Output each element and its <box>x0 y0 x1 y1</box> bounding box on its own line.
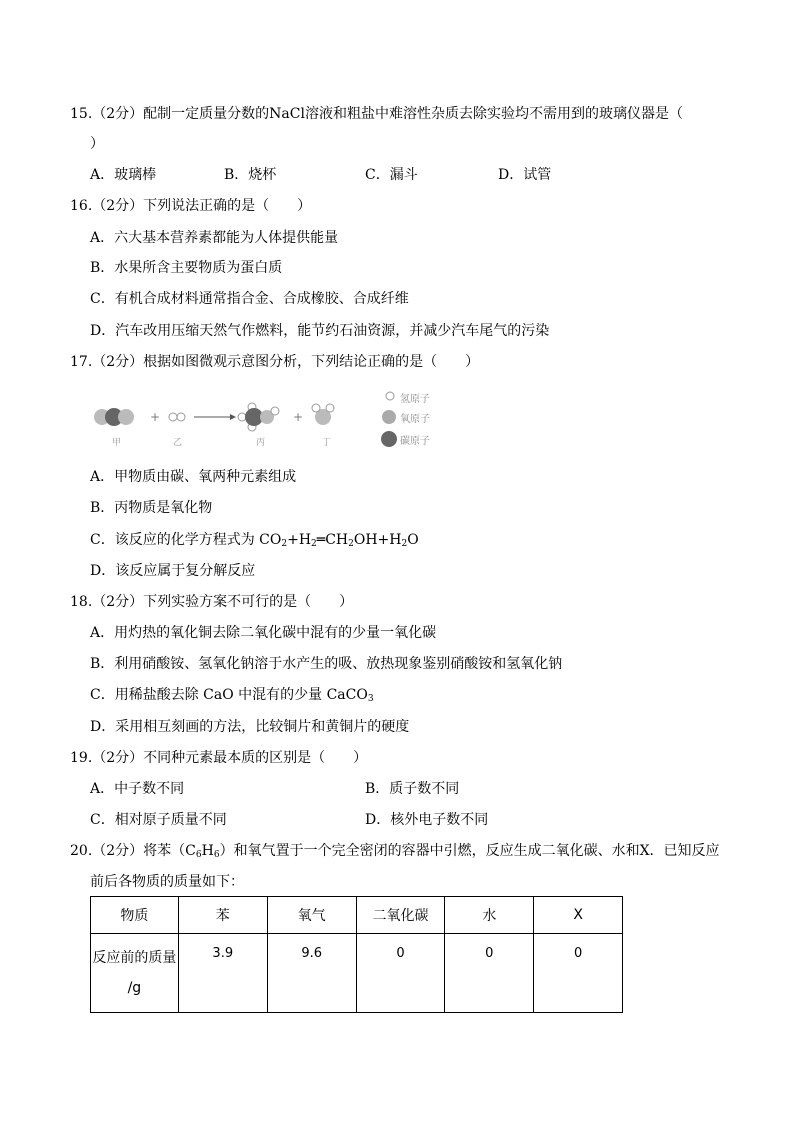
table-row-label: 反应前的质量 /g <box>91 934 179 1013</box>
atom-hydrogen <box>177 413 185 421</box>
table-cell: 0 <box>356 934 445 1013</box>
question-17-stem: 17.（2分）根据如图微观示意图分析，下列结论正确的是（ ） <box>70 354 480 370</box>
question-16-option-a: A．六大基本营养素都能为人体提供能量 <box>90 230 339 246</box>
table-row <box>91 934 623 1013</box>
table-header-cell: 物质 <box>91 897 179 934</box>
legend-carbon-label: 碳原子 <box>400 436 430 447</box>
label-yi: 乙 <box>173 438 183 448</box>
table-header-cell: 苯 <box>178 897 267 934</box>
table-cell: 0 <box>534 934 623 1013</box>
table-header-row <box>91 897 623 934</box>
legend-hydrogen-label: 氢原子 <box>400 394 430 405</box>
legend-oxygen-label: 氧原子 <box>400 414 430 425</box>
question-16-stem: 16.（2分）下列说法正确的是（ ） <box>70 198 312 214</box>
molecule-yi <box>169 413 185 421</box>
table-header-cell: 水 <box>445 897 534 934</box>
question-15-option-b: B．烧杯 <box>224 167 277 183</box>
question-18-option-d: D．采用相互刻画的方法，比较铜片和黄铜片的硬度 <box>90 719 410 735</box>
question-15-stem: 15.（2分）配制一定质量分数的NaCl溶液和粗盐中难溶性杂质去除实验均不需用到的玻璃仪器是（ <box>70 106 683 122</box>
question-19-option-c: C．相对原子质量不同 <box>90 812 227 828</box>
table-header-cell: 二氧化碳 <box>356 897 445 934</box>
mass-table <box>90 896 623 1013</box>
table-header-cell: X <box>534 897 623 934</box>
table-header-cell: 氧气 <box>267 897 356 934</box>
question-15-stem-cont: ） <box>90 136 104 152</box>
molecule-bing <box>238 403 279 431</box>
question-18-option-c: C．用稀盐酸去除 CaO 中混有的少量 CaCO$_3$ <box>90 687 374 704</box>
question-19-option-d: D．核外电子数不同 <box>365 812 489 828</box>
question-18-stem: 18.（2分）下列实验方案不可行的是（ ） <box>70 594 354 610</box>
molecule-ding <box>312 404 334 425</box>
question-18-option-b: B．利用硝酸铵、氢氧化钠溶于水产生的吸、放热现象鉴别硝酸铵和氢氧化钠 <box>90 656 563 672</box>
molecule-legend <box>380 388 480 458</box>
label-ding: 丁 <box>322 438 332 448</box>
question-20-stem: 20.（2分）将苯$(C_6H_6)$和氧气置于一个完全密闭的容器中引燃，反应生成二氧化碳、水和X．已知反应 <box>70 843 720 860</box>
atom-hydrogen <box>169 413 177 421</box>
question-15-option-a: A．玻璃棒 <box>90 167 157 183</box>
question-16-option-c: C．有机合成材料通常指合金、合成橡胶、合成纤维 <box>90 291 409 307</box>
table-cell: 3.9 <box>178 934 267 1013</box>
question-19-option-a: A．中子数不同 <box>90 781 185 797</box>
question-15-option-c: C．漏斗 <box>365 167 418 183</box>
table-cell: 9.6 <box>267 934 356 1013</box>
table-cell: 0 <box>445 934 534 1013</box>
plus-sign: + <box>293 410 304 424</box>
question-16-option-d: D．汽车改用压缩天然气作燃料，能节约石油资源，并减少汽车尾气的污染 <box>90 323 550 339</box>
question-17-option-b: B．丙物质是氧化物 <box>90 500 213 516</box>
molecule-jia <box>94 408 134 426</box>
question-17-option-d: D．该反应属于复分解反应 <box>90 563 256 579</box>
plus-sign: + <box>150 410 161 424</box>
label-bing: 丙 <box>256 438 266 448</box>
question-19-stem: 19.（2分）不同种元素最本质的区别是（ ） <box>70 750 368 766</box>
question-17-option-c: C．该反应的化学方程式为 $CO_2+H_2═CH_2OH+H_2O$ <box>90 532 419 549</box>
question-15-option-d: D．试管 <box>498 167 552 183</box>
question-16-option-b: B．水果所含主要物质为蛋白质 <box>90 260 283 276</box>
question-19-option-b: B．质子数不同 <box>365 781 460 797</box>
atom-oxygen <box>118 409 134 425</box>
label-jia: 甲 <box>112 438 122 448</box>
question-17-option-a: A．甲物质由碳、氧两种元素组成 <box>90 469 297 485</box>
question-18-option-a: A．用灼热的氧化铜去除二氧化碳中混有的少量一氧化碳 <box>90 625 437 641</box>
question-20-stem-cont: 前后各物质的质量如下： <box>90 874 244 890</box>
